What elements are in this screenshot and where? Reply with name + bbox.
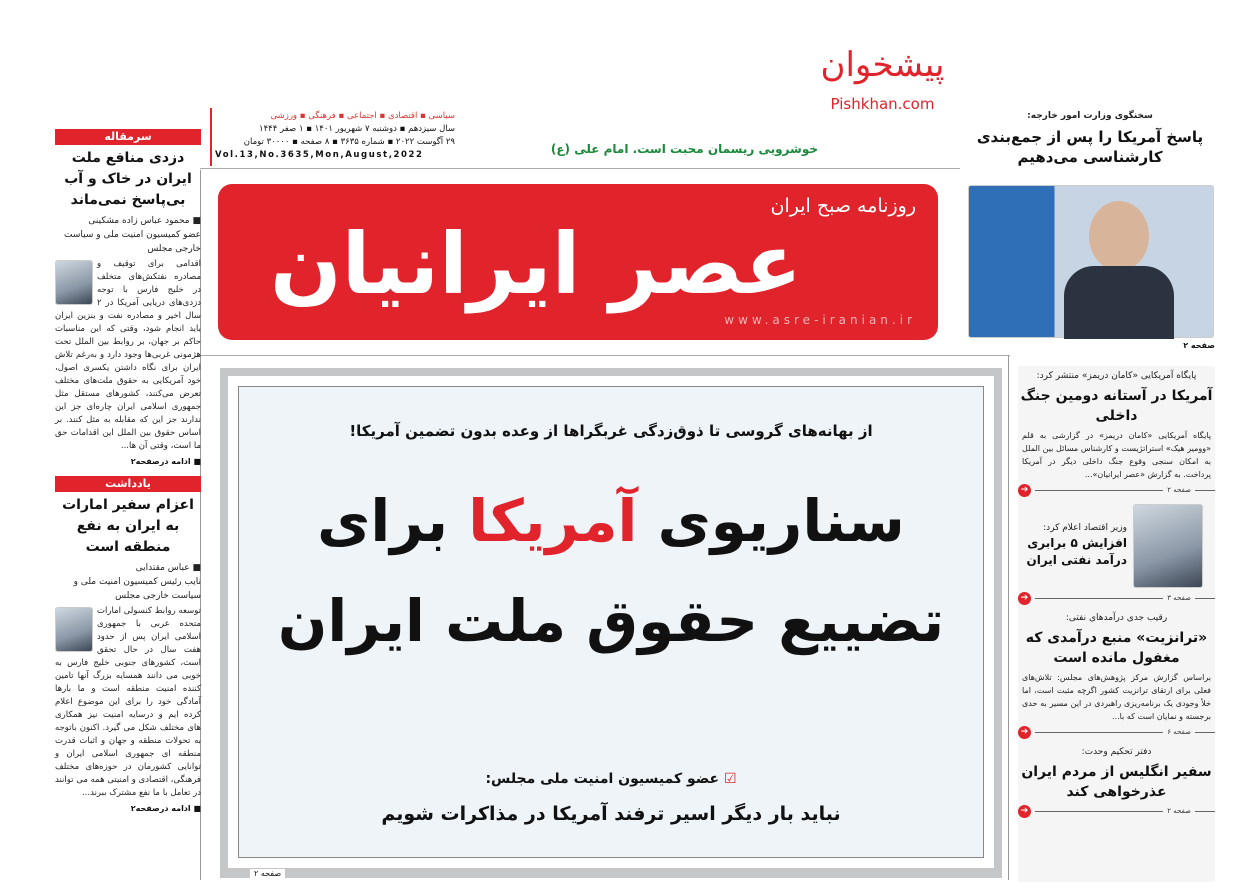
- editorial-label: سرمقاله: [55, 129, 201, 145]
- author: ■ محمود عباس زاده مشکینی: [88, 216, 201, 226]
- author-role: عضو کمیسیون امنیت ملی و سیاست خارجی مجلس: [64, 230, 201, 254]
- story-transit[interactable]: رقیب جدی درآمدهای نفتی: «ترانزیت» منبع درآمدی که مغفول مانده است براساس گزارش مرکز پژوهش‌های مجلس: تلاش‌های فعلی برای ارتقای ترانزیت کشور اگرچه مثبت است، اما خلأ وجودی یک برنامه‌ریزی راهبردی در این مسیر به حدی برجسته و نمایان است که با... ➔ صفحه ۶: [1018, 612, 1215, 738]
- sub-kicker: ☑ عضو کمیسیون امنیت ملی مجلس:: [485, 771, 737, 787]
- masthead-subtitle: روزنامه صبح ایران: [770, 195, 916, 217]
- editorial-headline: دزدی منافع ملت ایران در خاک و آب بی‌پاسخ نمی‌ماند: [64, 150, 192, 208]
- minister-photo: [1133, 504, 1203, 588]
- masthead: [218, 184, 938, 340]
- author-photo: [55, 260, 93, 305]
- top-right-story[interactable]: سخنگوی وزارت امور خارجه: پاسخ آمریکا را پس از جمع‌بندی کارشناسی می‌دهیم: [965, 110, 1215, 167]
- divider: [200, 168, 960, 169]
- story-uk-ambassador[interactable]: دفتر تحکیم وحدت: سفیر انگلیس از مردم ایران عذرخواهی کند ➔ صفحه ۲: [1018, 746, 1215, 817]
- right-column: [1018, 366, 1215, 882]
- date-line: سال سیزدهم ▪ دوشنبه ۷ شهریور ۱۴۰۱ ▪ ۱ صفر ۱۴۴۴: [259, 124, 455, 134]
- page-ref[interactable]: صفحه ۲: [250, 869, 285, 878]
- arrow-icon: ➔: [1018, 805, 1031, 818]
- author-role: نایب رئیس کمیسیون امنیت ملی و سیاست خارجی مجلس: [73, 577, 201, 601]
- masthead-url: www.asre-iranian.ir: [724, 313, 916, 327]
- sub-headline: نباید بار دیگر اسیر ترفند آمریکا در مذاکرات شویم: [381, 803, 841, 825]
- continue-link[interactable]: ■ ادامه درصفحه۲: [130, 804, 201, 813]
- arrow-icon: ➔: [1018, 726, 1031, 739]
- left-column: [55, 129, 201, 813]
- arrow-icon: ➔: [1018, 592, 1031, 605]
- story-oil-income[interactable]: وزیر اقتصاد اعلام کرد: افزایش ۵ برابری درآمد نفتی ایران ➔ صفحه ۳: [1018, 504, 1215, 604]
- main-kicker: از بهانه‌های گروسی تا ذوق‌زدگی غربگراها از وعده بدون تضمین آمریکا!: [349, 422, 873, 440]
- divider: [1008, 355, 1009, 880]
- header-meta: [215, 110, 455, 162]
- author: ■ عباس مقتدایی: [135, 563, 201, 573]
- issue-line: ۲۹ آگوست ۲۰۲۲ ▪ شماره ۳۶۳۵ ▪ ۸ صفحه ▪ ۳۰۰۰۰ تومان: [243, 137, 455, 147]
- top-right-headline: پاسخ آمریکا را پس از جمع‌بندی کارشناسی می‌دهیم: [976, 128, 1204, 166]
- checkbox-icon: ☑: [719, 771, 737, 787]
- editorial[interactable]: [55, 129, 201, 466]
- note-headline: اعزام سفیر امارات به ایران به نفع منطقه است: [62, 497, 194, 555]
- main-headline-line2: تضییع حقوق ملت ایران: [277, 587, 945, 655]
- divider: [210, 108, 212, 166]
- pishkhan-logo[interactable]: پیشخوان Pishkhan.com: [820, 45, 945, 113]
- story-america-civil-war[interactable]: پایگاه آمریکایی «کامان دریمز» منتشر کرد: آمریکا در آستانه دومین جنگ داخلی پایگاه آمریکایی «کامان دریمز» در گزارشی به قلم «وومیر هیک» استراتژیست و کارشناس مسائل بین الملل به امکان سنجی وقوع جنگ داخلی دیگر در آمریکا پرداخت. به گزارش «عصر ایرانیان»... ➔ صفحه ۲: [1018, 370, 1215, 496]
- masthead-title: عصر ایرانیان: [269, 215, 803, 313]
- daily-quote: خوشرویی ریسمان محبت است. امام علی (ع): [550, 142, 818, 156]
- author-photo: [55, 607, 93, 652]
- volume-line: Vol.13,No.3635,Mon,August,2022: [215, 150, 424, 160]
- arrow-icon: ➔: [1018, 484, 1031, 497]
- divider: [200, 355, 1010, 356]
- sections-line: سیاسی ▪ اقتصادی ▪ اجتماعی ▪ فرهنگی ▪ ورزشی: [270, 111, 455, 121]
- main-story[interactable]: [220, 368, 1002, 878]
- page-ref[interactable]: صفحه ۲: [1183, 341, 1215, 350]
- editorial-body: اقدامی برای توقیف و مصادره نفتکش‌های متخلف در خلیج فارس با توجه دزدی‌های دریایی آمریکا در ۲ سال اخیر و مصادره نفت و بنزین ایران باید انجام شود، وقتی که این مناسبات حاکم بر جهان، بر روابط بین الملل تحت هژمونی غربی‌ها وجود دارد و به‌رغم تلاش ایران برای نگاه داشتن یکسری اصول، خود آمریکایی به حقوق ملت‌های مختلف تعرض می‌کنند، کشورهای مستقل مثل جمهوری اسلامی ایران چاره‌ای جز این ندارند جز این که مقابله به مثل کنند. بر اساس حقوق بین الملل این اقدامات حق ما است، وقتی آن ها...: [55, 259, 201, 451]
- continue-link[interactable]: ■ ادامه درصفحه۲: [130, 457, 201, 466]
- note-body: توسعه روابط کنسولی امارات متحده عربی با جمهوری اسلامی ایران پس از حدود هفت سال در حال تحقق است، کشورهای جنوبی خلیج فارس به خوبی می دانند همسایه بزرگ آنها تامین کننده امنیت منطقه است و ما بارها آمادگی خود را برای این موضوع اعلام کرده ایم و درسایه امنیت نیز همکاری های مختلف شکل می گیرد. اکنون باتوجه به تحولات منطقه و جهان و اثبات قدرت منطقه ای جمهوری اسلامی ایران و توانایی کشورمان در حوزه‌های مختلف فرهنگی، اقتصادی و امنیتی همه می توانند در تعامل با ما نفع مشترک ببرند...: [55, 606, 201, 798]
- note[interactable]: [55, 476, 201, 813]
- spokesman-photo: [968, 185, 1214, 338]
- note-label: یادداشت: [55, 476, 201, 492]
- main-headline-line1: سناریوی آمریکا برای: [317, 487, 905, 555]
